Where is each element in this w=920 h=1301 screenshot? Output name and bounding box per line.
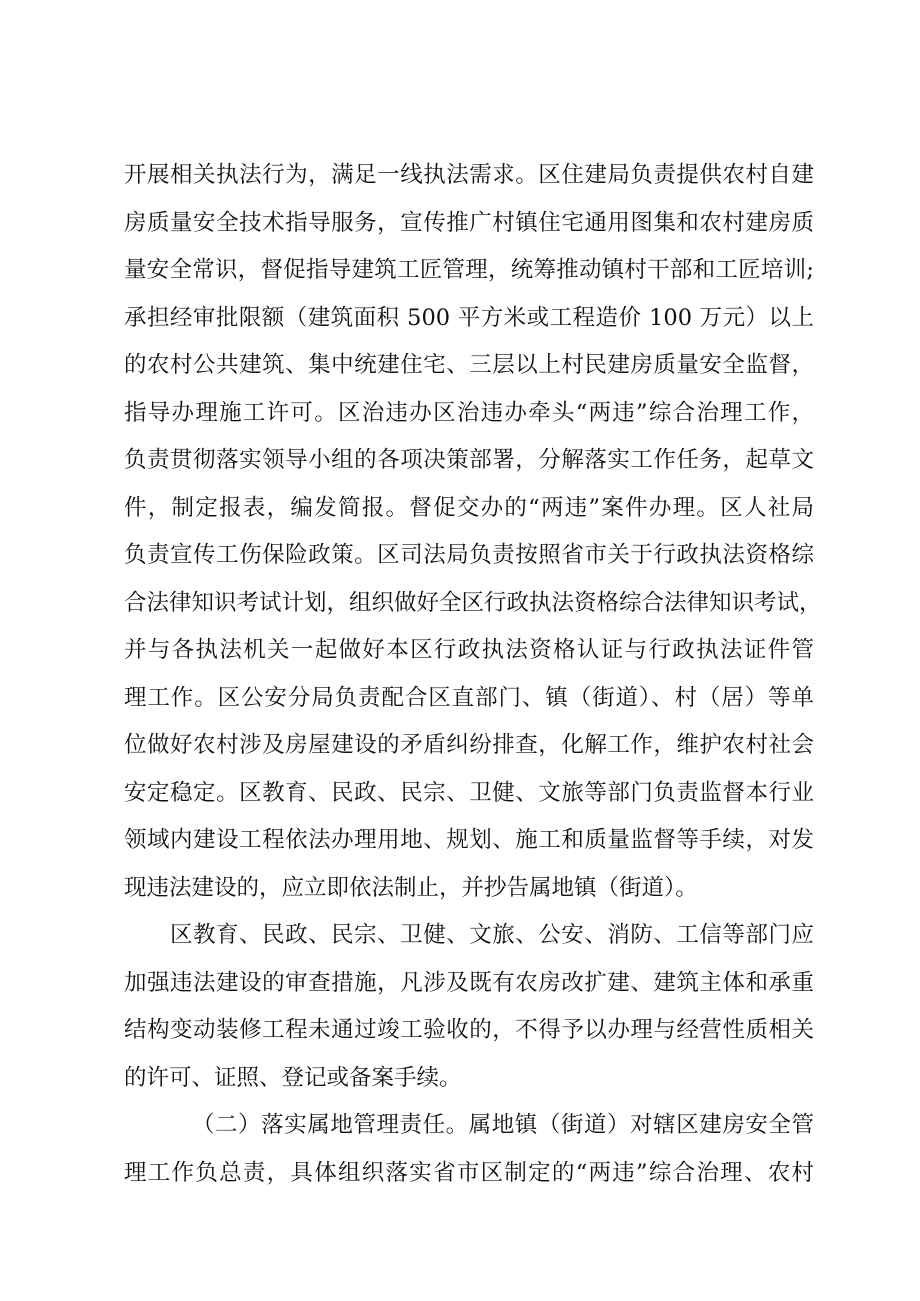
text-line: 位做好农村涉及房屋建设的矛盾纠纷排查，化解工作，维护农村社会 — [124, 732, 814, 758]
text-line: 负责宣传工伤保险政策。区司法局负责按照省市关于行政执法资格综 — [124, 542, 814, 568]
text-line: 的农村公共建筑、集中统建住宅、三层以上村民建房质量安全监督， — [124, 352, 814, 378]
text-line: 的许可、证照、登记或备案手续。 — [124, 1064, 462, 1091]
text-line: 件，制定报表，编发简报。督促交办的“两违”案件办理。区人社局 — [124, 494, 814, 521]
text-line: 理工作负总责，具体组织落实省市区制定的“两违”综合治理、农村 — [124, 1159, 814, 1186]
text-line: 房质量安全技术指导服务，宣传推广村镇住宅通用图集和农村建房质 — [124, 209, 814, 236]
text-line: 并与各执法机关一起做好本区行政执法资格认证与行政执法证件管 — [124, 637, 814, 663]
text-line: 现违法建设的，应立即依法制止，并抄告属地镇（街道）。 — [124, 874, 698, 901]
text-line: 理工作。区公安分局负责配合区直部门、镇（街道）、村（居）等单 — [124, 684, 814, 711]
text-line: 合法律知识考试计划，组织做好全区行政执法资格综合法律知识考试， — [124, 589, 822, 616]
text-line: 负责贯彻落实领导小组的各项决策部署，分解落实工作任务，起草文 — [124, 447, 814, 473]
text-line: 安定稳定。区教育、民政、民宗、卫健、文旅等部门负责监督本行业 — [124, 779, 814, 806]
text-line: 领域内建设工程依法办理用地、规划、施工和质量监督等手续，对发 — [124, 827, 814, 853]
text-line: 结构变动装修工程未通过竣工验收的，不得予以办理与经营性质相关 — [124, 1017, 814, 1043]
text-line: 加强违法建设的审查措施，凡涉及既有农房改扩建、建筑主体和承重 — [124, 969, 814, 996]
text-line: 指导办理施工许可。区治违办区治违办牵头“两违”综合治理工作， — [124, 399, 814, 426]
text-line: 量安全常识，督促指导建筑工匠管理，统筹推动镇村干部和工匠培训; — [124, 257, 814, 283]
body-text — [124, 152, 822, 1197]
text-line: 承担经审批限额（建筑面积 500 平方米或工程造价 100 万元）以上 — [124, 304, 814, 331]
paragraph-1 — [124, 152, 822, 912]
text-line: （二）落实属地管理责任。属地镇（街道）对辖区建房安全管 — [192, 1112, 814, 1138]
text-line: 区教育、民政、民宗、卫健、文旅、公安、消防、工信等部门应 — [170, 922, 814, 948]
text-line: 开展相关执法行为，满足一线执法需求。区住建局负责提供农村自建 — [124, 162, 814, 188]
paragraph-3 — [124, 1102, 814, 1197]
paragraph-2 — [124, 912, 814, 1102]
